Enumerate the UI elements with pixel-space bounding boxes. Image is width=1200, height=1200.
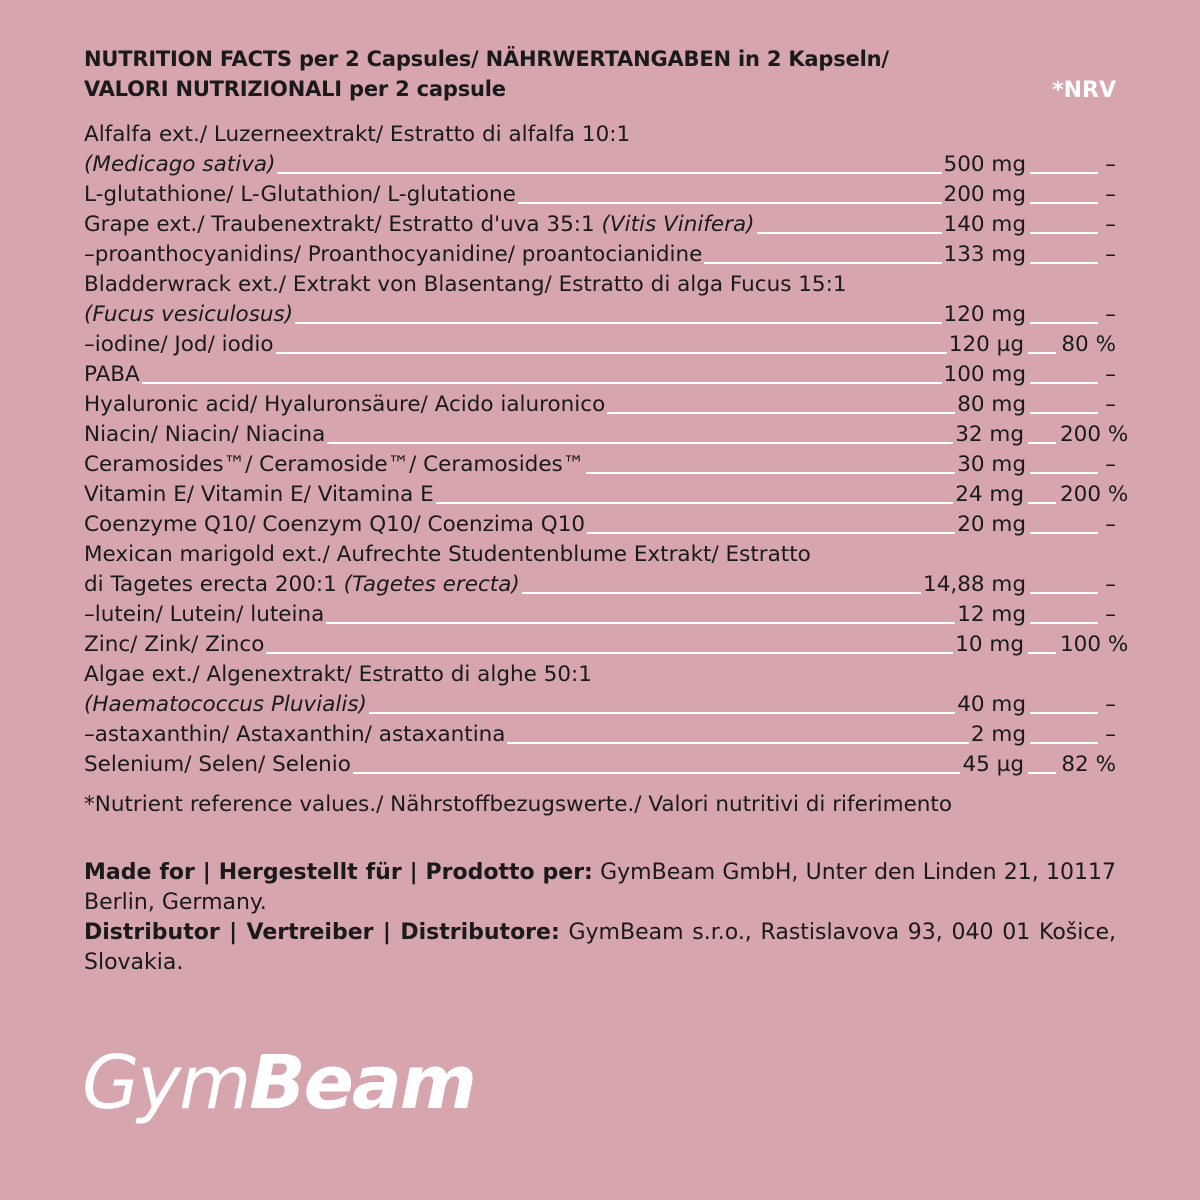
nutrient-latin-name: (Medicago sativa) [84,152,276,177]
nutrient-row [84,240,1116,270]
nutrient-name-text: Selenium/ Selen/ Selenio [84,752,351,777]
nrv-leader-line [1030,172,1098,174]
nutrient-amount: 40 mg [957,692,1026,717]
nutrient-nrv: – [1105,602,1116,627]
nutrient-amount: 140 mg [943,212,1026,237]
nutrient-name-text: Zinc/ Zink/ Zinco [84,632,265,657]
nrv-leader-line [1028,352,1056,354]
nutrient-name [84,690,367,720]
leader-line [295,322,941,324]
nutrient-name [84,630,264,660]
nutrient-nrv: – [1105,242,1116,267]
nutrient-amount: 45 µg [962,752,1024,777]
nutrient-nrv: – [1105,722,1116,747]
nrv-leader-line [1030,322,1098,324]
leader-line [522,592,921,594]
nutrient-name [84,300,293,330]
nutrient-amount: 12 mg [957,602,1026,627]
logo-beam: Beam [249,1040,475,1126]
leader-line [142,382,942,384]
nutrient-name-text: Grape ext./ Traubenextrakt/ Estratto d'uva 35:1 [84,212,602,237]
nutrient-nrv: 82 % [1061,752,1116,777]
nrv-leader-line [1028,772,1056,774]
nutrient-amount: 120 µg [948,332,1024,357]
leader-line [266,652,953,654]
nutrient-amount: 120 mg [943,302,1026,327]
nutrient-nrv: 80 % [1061,332,1116,357]
nrv-leader-line [1030,382,1098,384]
made-for-label: Made for | Hergestellt für | Prodotto per: [84,860,593,885]
nutrient-name-text: Niacin/ Niacin/ Niacina [84,422,326,447]
leader-line [704,262,941,264]
manufacturer-info [84,858,1116,978]
nutrient-latin-name: (Tagetes erecta) [343,572,520,597]
leader-line [607,412,955,414]
nutrient-latin-name: (Vitis Vinifera) [601,212,755,237]
nutrient-amount: 2 mg [970,722,1026,747]
nutrient-row [84,570,1116,600]
nutrient-nrv: – [1105,572,1116,597]
nutrient-amount: 20 mg [957,512,1026,537]
nutrient-nrv: 200 % [1060,422,1129,447]
nutrition-title-line1: NUTRITION FACTS per 2 Capsules/ NÄHRWERTANGABEN in 2 Kapseln/ [84,47,889,71]
nutrient-name [84,150,275,180]
nutrient-nrv: – [1105,302,1116,327]
nutrient-row [84,450,1116,480]
nutrient-row-heading: Algae ext./ Algenextrakt/ Estratto di alghe 50:1 [84,662,592,687]
nutrient-name [84,720,505,750]
nutrient-nrv: 200 % [1060,482,1129,507]
nutrient-name-text: PABA [84,362,140,387]
nutrient-nrv: – [1105,452,1116,477]
nutrient-nrv: – [1105,692,1116,717]
nutrient-table [84,120,1129,780]
nutrient-amount: 200 mg [943,182,1026,207]
nutrient-name [84,570,520,600]
nutrient-row [84,420,1129,450]
nutrient-row [84,330,1116,360]
nrv-leader-line [1030,742,1098,744]
nrv-leader-line [1030,712,1098,714]
made-for-line [84,858,1116,918]
nutrient-amount: 500 mg [943,152,1026,177]
leader-line [369,712,955,714]
nrv-leader-line [1030,592,1098,594]
nutrient-name [84,510,585,540]
leader-line [326,622,955,624]
logo-gym: Gym [82,1040,250,1126]
nutrient-row [84,210,1116,240]
nutrient-name [84,240,702,270]
nutrient-nrv: – [1105,362,1116,387]
nrv-leader-line [1028,502,1056,504]
nrv-leader-line [1028,652,1056,654]
nutrient-amount: 100 mg [943,362,1026,387]
nutrient-nrv: – [1105,392,1116,417]
nutrient-name-text: –iodine/ Jod/ iodio [84,332,274,357]
nutrition-title-line2: VALORI NUTRIZIONALI per 2 capsule [84,77,506,101]
nutrient-row [84,600,1116,630]
gymbeam-logo [82,1038,475,1128]
nutrient-name-text: L-glutathione/ L-Glutathion/ L-glutatione [84,182,516,207]
nutrition-panel [84,44,1129,978]
leader-line [276,352,947,354]
nutrient-name [84,390,605,420]
nutrient-name [84,360,140,390]
nutrient-name-text: di Tagetes erecta 200:1 [84,572,344,597]
nutrient-name [84,750,351,780]
nutrient-name-text: Hyaluronic acid/ Hyaluronsäure/ Acido ialuronico [84,392,606,417]
nrv-column-label: *NRV [1052,78,1116,103]
nutrient-row [84,480,1129,510]
nutrient-latin-name: (Fucus vesiculosus) [84,302,294,327]
nutrient-row [84,390,1116,420]
nutrition-header [84,44,1116,110]
leader-line [757,232,942,234]
made-for-text: GymBeam GmbH, Unter den Linden 21, 10117 Berlin, Germany. [84,860,1116,915]
nutrient-amount: 10 mg [955,632,1024,657]
footnote: *Nutrient reference values./ Nährstoffbezugswerte./ Valori nutritivi di riferimento [84,792,953,817]
leader-line [587,532,955,534]
nutrient-name [84,600,324,630]
nutrient-row [84,690,1116,720]
nutrient-nrv: – [1105,152,1116,177]
nutrient-name-text: –proanthocyanidins/ Proanthocyanidine/ proantocianidine [84,242,703,267]
nutrient-latin-name: (Haematococcus Pluvialis) [84,692,367,717]
nutrient-name [84,180,516,210]
nutrient-name [84,450,584,480]
nutrient-name [84,330,274,360]
nutrient-row [84,630,1129,660]
nutrient-row-heading: Alfalfa ext./ Luzerneextrakt/ Estratto di alfalfa 10:1 [84,122,631,147]
leader-line [327,442,953,444]
nutrient-name [84,480,434,510]
leader-line [436,502,954,504]
distributor-text: GymBeam s.r.o., Rastislavova 93, 040 01 Košice, Slovakia. [84,920,1116,975]
leader-line [353,772,961,774]
nutrient-amount: 24 mg [955,482,1024,507]
distributor-label: Distributor | Vertreiber | Distributore: [84,920,560,945]
nutrient-amount: 14,88 mg [923,572,1026,597]
nutrient-nrv: – [1105,512,1116,537]
nutrient-row [84,300,1116,330]
nutrient-row [84,720,1116,750]
nrv-leader-line [1030,202,1098,204]
nutrient-name-text: Ceramosides™/ Ceramoside™/ Ceramosides™ [84,452,585,477]
nutrient-name [84,210,755,240]
nrv-leader-line [1030,532,1098,534]
nutrient-row-heading: Bladderwrack ext./ Extrakt von Blasentang/ Estratto di alga Fucus 15:1 [84,272,847,297]
nutrient-amount: 133 mg [943,242,1026,267]
nutrient-row-heading: Mexican marigold ext./ Aufrechte Studentenblume Extrakt/ Estratto [84,542,811,567]
nutrient-name [84,420,325,450]
leader-line [586,472,955,474]
nutrient-amount: 80 mg [957,392,1026,417]
nutrient-amount: 30 mg [957,452,1026,477]
leader-line [518,202,942,204]
leader-line [277,172,941,174]
nutrient-row [84,360,1116,390]
nutrient-name-text: Vitamin E/ Vitamin E/ Vitamina E [84,482,434,507]
nutrient-row [84,150,1116,180]
nrv-leader-line [1030,472,1098,474]
nutrient-amount: 32 mg [955,422,1024,447]
distributor-line [84,918,1116,978]
leader-line [507,742,968,744]
nutrient-name-text: –astaxanthin/ Astaxanthin/ astaxantina [84,722,506,747]
nutrient-name-text: –lutein/ Lutein/ luteina [84,602,325,627]
nutrient-nrv: – [1105,182,1116,207]
nutrient-row [84,750,1116,780]
nrv-leader-line [1030,412,1098,414]
nrv-leader-line [1028,442,1056,444]
nutrient-nrv: – [1105,212,1116,237]
nrv-leader-line [1030,622,1098,624]
nrv-leader-line [1030,232,1098,234]
nutrient-row [84,180,1116,210]
nrv-leader-line [1030,262,1098,264]
nutrient-row [84,510,1116,540]
nutrient-nrv: 100 % [1060,632,1129,657]
nutrient-name-text: Coenzyme Q10/ Coenzym Q10/ Coenzima Q10 [84,512,586,537]
